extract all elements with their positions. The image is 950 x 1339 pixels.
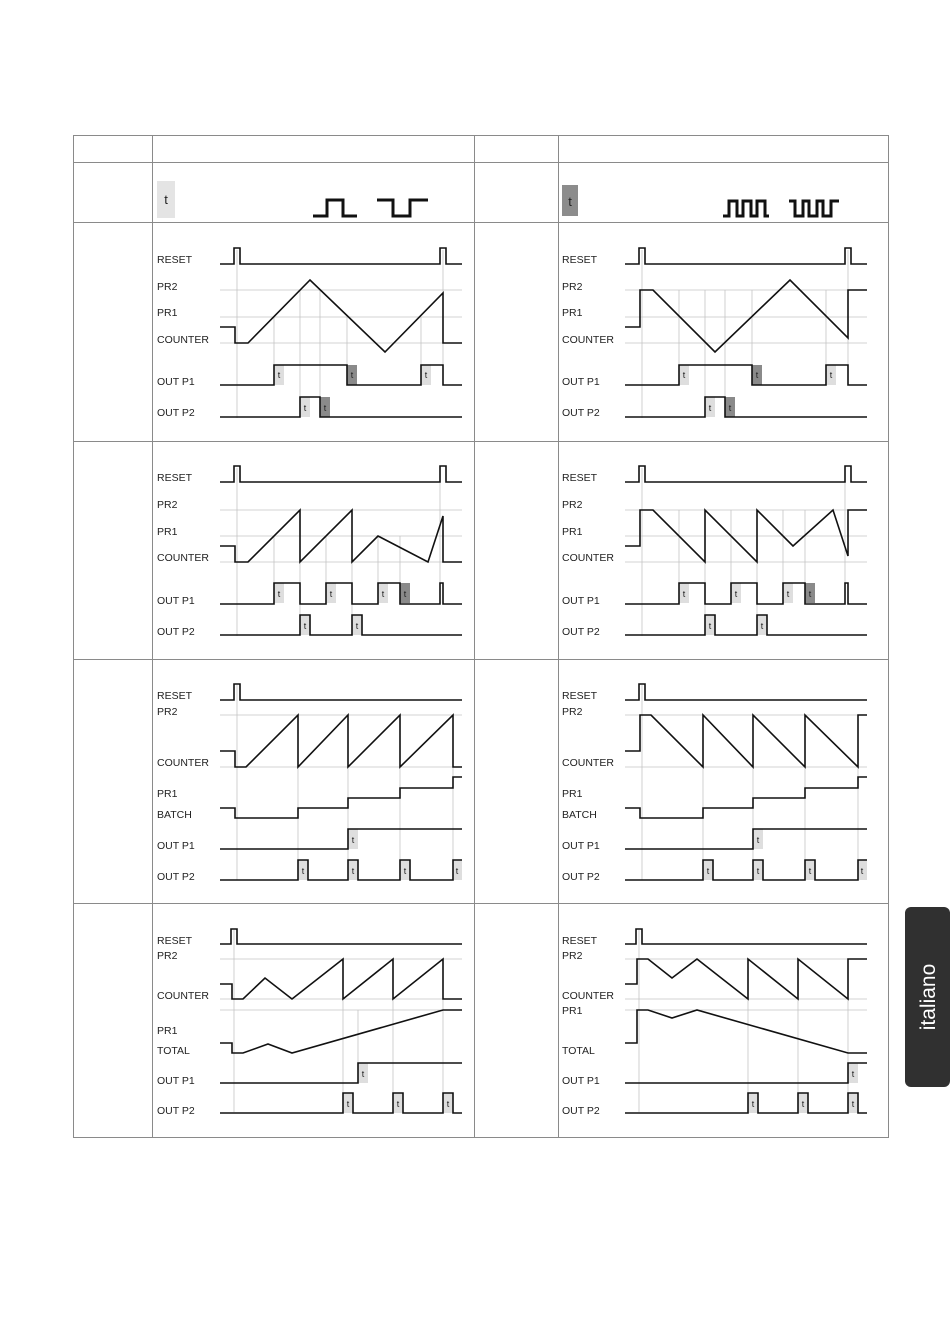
timer-label: t bbox=[851, 1099, 855, 1109]
timer-label: t bbox=[786, 589, 790, 599]
label-counter: COUNTER bbox=[157, 990, 209, 1002]
legend-left bbox=[157, 181, 428, 218]
label-pr1: PR1 bbox=[562, 788, 583, 800]
language-side-tab bbox=[905, 907, 950, 1087]
label-pr2: PR2 bbox=[157, 281, 178, 293]
timer-label: t bbox=[424, 370, 428, 380]
label-out-p1: OUT P1 bbox=[562, 376, 600, 388]
label-reset: RESET bbox=[157, 690, 193, 702]
label-pr1: PR1 bbox=[562, 307, 583, 319]
timer-label: t bbox=[682, 370, 686, 380]
counter-trace bbox=[220, 280, 462, 352]
timer-label: t bbox=[277, 589, 281, 599]
timer-label: t bbox=[808, 589, 812, 599]
timer-label: t bbox=[277, 370, 281, 380]
timer-label: t bbox=[346, 1099, 350, 1109]
label-counter: COUNTER bbox=[562, 552, 614, 564]
timer-label: t bbox=[329, 589, 333, 599]
reset-trace bbox=[625, 466, 867, 482]
timer-label: t bbox=[860, 866, 864, 876]
row2-left-diagram bbox=[157, 466, 462, 638]
timer-label: t bbox=[355, 621, 359, 631]
out-p2-trace bbox=[220, 615, 462, 635]
batch-trace bbox=[625, 777, 867, 818]
out-p2-trace bbox=[625, 860, 867, 880]
timer-label: t bbox=[808, 866, 812, 876]
timer-label: t bbox=[396, 1099, 400, 1109]
timer-label: t bbox=[751, 1099, 755, 1109]
label-reset: RESET bbox=[157, 254, 193, 266]
label-reset: RESET bbox=[562, 472, 598, 484]
timer-label: t bbox=[455, 866, 459, 876]
out-p2-trace bbox=[625, 615, 867, 635]
label-counter: COUNTER bbox=[157, 334, 209, 346]
timer-label: t bbox=[755, 370, 759, 380]
label-pr1: PR1 bbox=[157, 526, 178, 538]
label-pr2: PR2 bbox=[157, 499, 178, 511]
label-counter: COUNTER bbox=[562, 757, 614, 769]
label-total: TOTAL bbox=[562, 1045, 595, 1057]
label-out-p2: OUT P2 bbox=[157, 871, 195, 883]
label-pr2: PR2 bbox=[562, 706, 583, 718]
label-out-p2: OUT P2 bbox=[157, 407, 195, 419]
timer-label: t bbox=[708, 621, 712, 631]
label-total: TOTAL bbox=[157, 1045, 190, 1057]
batch-trace bbox=[220, 777, 462, 818]
counter-trace bbox=[625, 715, 867, 767]
label-out-p1: OUT P1 bbox=[562, 840, 600, 852]
timer-label: t bbox=[801, 1099, 805, 1109]
label-out-p2: OUT P2 bbox=[157, 1105, 195, 1117]
timer-label: t bbox=[403, 589, 407, 599]
timer-label: t bbox=[403, 866, 407, 876]
legend-right bbox=[562, 185, 839, 216]
reset-trace bbox=[625, 248, 867, 264]
row1-right-diagram bbox=[562, 248, 867, 419]
reset-trace bbox=[220, 929, 462, 944]
label-counter: COUNTER bbox=[157, 757, 209, 769]
timer-label: t bbox=[708, 403, 712, 413]
label-counter: COUNTER bbox=[562, 334, 614, 346]
total-trace bbox=[220, 1010, 462, 1053]
label-reset: RESET bbox=[562, 690, 598, 702]
label-pr2: PR2 bbox=[562, 281, 583, 293]
label-reset: RESET bbox=[157, 935, 193, 947]
out-p2-trace bbox=[220, 397, 462, 417]
label-out-p2: OUT P2 bbox=[157, 626, 195, 638]
label-pr1: PR1 bbox=[562, 526, 583, 538]
label-pr2: PR2 bbox=[562, 499, 583, 511]
timer-label: t bbox=[351, 835, 355, 845]
timer-label: t bbox=[301, 866, 305, 876]
pulse-positive-icon bbox=[313, 200, 357, 216]
pulse-train-positive-icon bbox=[723, 201, 769, 216]
label-pr2: PR2 bbox=[157, 950, 178, 962]
pulse-train-negative-icon bbox=[789, 201, 839, 216]
label-out-p2: OUT P2 bbox=[562, 626, 600, 638]
timer-label: t bbox=[728, 403, 732, 413]
out-p2-trace bbox=[625, 397, 867, 417]
out-p1-trace bbox=[625, 1063, 867, 1083]
label-reset: RESET bbox=[562, 254, 598, 266]
out-p2-trace bbox=[220, 860, 462, 880]
timer-label: t bbox=[350, 370, 354, 380]
reset-trace bbox=[220, 466, 462, 482]
timer-label: t bbox=[303, 403, 307, 413]
out-p1-trace bbox=[625, 829, 867, 849]
timer-label: t bbox=[829, 370, 833, 380]
label-counter: COUNTER bbox=[157, 552, 209, 564]
timer-label: t bbox=[682, 589, 686, 599]
timer-label: t bbox=[361, 1069, 365, 1079]
timer-label: t bbox=[756, 866, 760, 876]
out-p1-trace bbox=[220, 583, 462, 604]
timer-label: t bbox=[303, 621, 307, 631]
row4-left-diagram bbox=[157, 929, 462, 1117]
out-p1-trace bbox=[220, 829, 462, 849]
timer-label: t bbox=[381, 589, 385, 599]
label-pr1: PR1 bbox=[157, 1025, 178, 1037]
label-out-p1: OUT P1 bbox=[562, 595, 600, 607]
reset-trace bbox=[625, 929, 867, 944]
label-counter: COUNTER bbox=[562, 990, 614, 1002]
out-p2-trace bbox=[625, 1093, 867, 1113]
label-batch: BATCH bbox=[157, 809, 192, 821]
total-trace bbox=[625, 1010, 867, 1053]
out-p2-trace bbox=[220, 1093, 462, 1113]
label-reset: RESET bbox=[157, 472, 193, 484]
reset-trace bbox=[220, 684, 462, 700]
counter-trace bbox=[625, 280, 867, 352]
label-batch: BATCH bbox=[562, 809, 597, 821]
label-out-p1: OUT P1 bbox=[562, 1075, 600, 1087]
timer-label: t bbox=[706, 866, 710, 876]
out-p1-trace bbox=[625, 583, 867, 604]
table-frame bbox=[73, 135, 889, 1138]
label-out-p1: OUT P1 bbox=[157, 840, 195, 852]
label-pr1: PR1 bbox=[562, 1005, 583, 1017]
label-pr2: PR2 bbox=[562, 950, 583, 962]
row3-left-diagram bbox=[157, 684, 462, 883]
timer-label: t bbox=[851, 1069, 855, 1079]
row1-left-diagram bbox=[157, 248, 462, 419]
label-pr2: PR2 bbox=[157, 706, 178, 718]
row2-right-diagram bbox=[562, 466, 867, 638]
timer-label: t bbox=[446, 1099, 450, 1109]
reset-trace bbox=[625, 684, 867, 700]
counter-trace bbox=[220, 959, 462, 999]
label-out-p1: OUT P1 bbox=[157, 595, 195, 607]
timer-label: t bbox=[734, 589, 738, 599]
label-out-p2: OUT P2 bbox=[562, 407, 600, 419]
counter-trace bbox=[220, 715, 462, 767]
label-out-p1: OUT P1 bbox=[157, 376, 195, 388]
label-out-p2: OUT P2 bbox=[562, 871, 600, 883]
row3-right-diagram bbox=[562, 684, 867, 883]
row4-right-diagram bbox=[562, 929, 867, 1117]
out-p1-trace bbox=[220, 1063, 462, 1083]
label-reset: RESET bbox=[562, 935, 598, 947]
label-pr1: PR1 bbox=[157, 307, 178, 319]
t-box-light-label: t bbox=[164, 192, 168, 207]
side-tab-label: italiano bbox=[917, 963, 940, 1031]
label-out-p2: OUT P2 bbox=[562, 1105, 600, 1117]
label-pr1: PR1 bbox=[157, 788, 178, 800]
label-out-p1: OUT P1 bbox=[157, 1075, 195, 1087]
timer-label: t bbox=[351, 866, 355, 876]
timer-label: t bbox=[760, 621, 764, 631]
timer-label: t bbox=[323, 403, 327, 413]
timer-label: t bbox=[756, 835, 760, 845]
pulse-negative-icon bbox=[377, 200, 428, 216]
counter-trace bbox=[625, 959, 867, 999]
reset-trace bbox=[220, 248, 462, 264]
t-box-dark-label: t bbox=[568, 194, 572, 209]
